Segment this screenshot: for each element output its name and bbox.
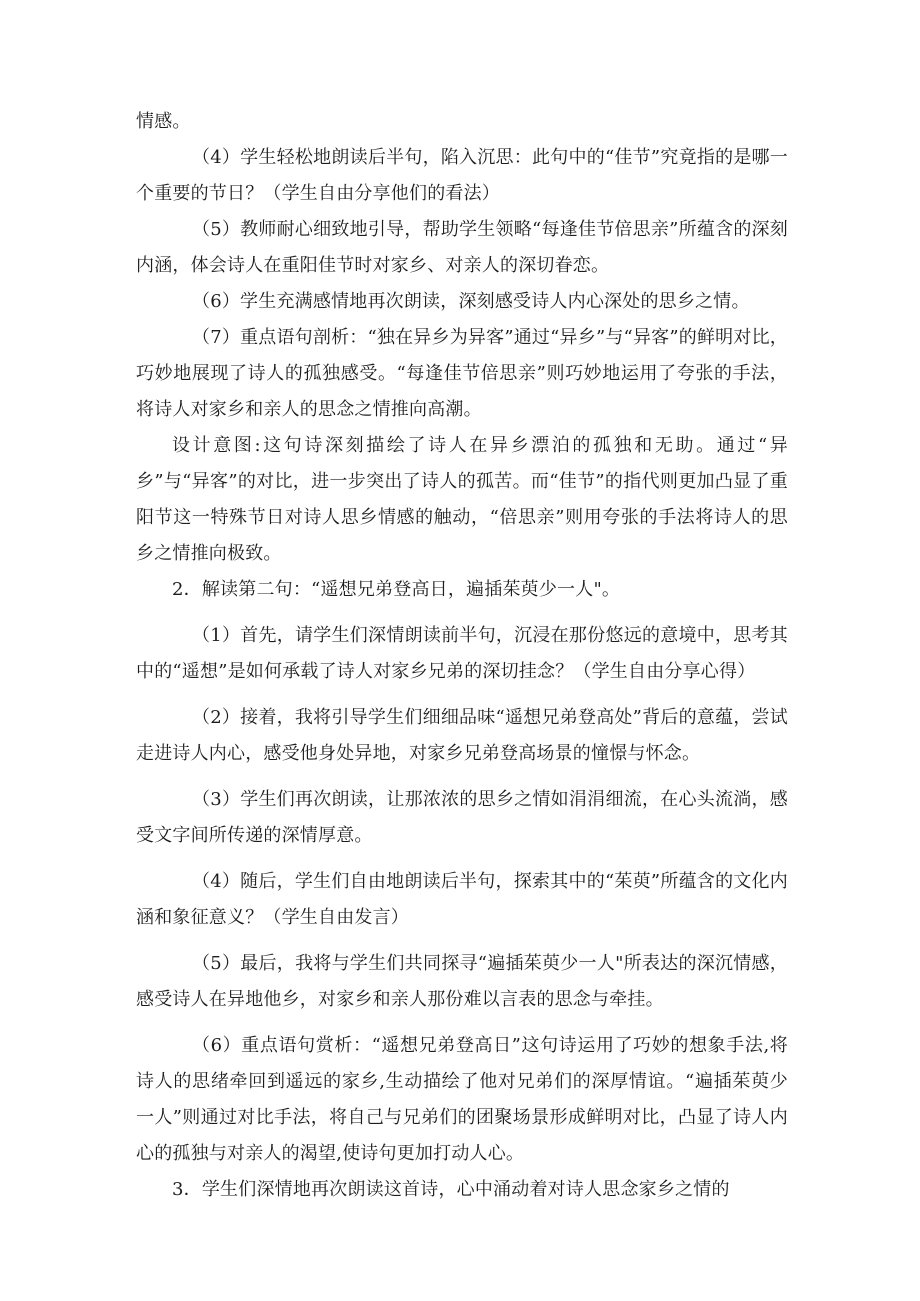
document-body	[136, 104, 788, 1208]
paragraph-design-intent: 设计意图:这句诗深刻描绘了诗人在异乡漂泊的孤独和无助。通过“异乡”与“异客”的对比，进一步突出了诗人的孤苦。而“佳节”的指代则更加凸显了重阳节这一特殊节日对诗人思乡情感的触动，“倍思亲”则用夸张的手法将诗人的思乡之情推向极致。	[136, 435, 788, 564]
paragraph-second-step-3: （3）学生们再次朗读，让那浓浓的思乡之情如涓涓细流，在心头流淌，感受文字间所传递的深情厚意。	[136, 789, 788, 846]
paragraph-second-step-1: （1）首先，请学生们深情朗读前半句，沉浸在那份悠远的意境中，思考其中的“遥想”是如何承载了诗人对家乡兄弟的深切挂念？（学生自由分享心得）	[136, 625, 788, 682]
paragraph-step-4: （4）学生轻松地朗读后半句，陷入沉思：此句中的“佳节”究竟指的是哪一个重要的节日？（学生自由分享他们的看法）	[136, 147, 788, 204]
paragraph-second-step-6: （6）重点语句赏析：“遥想兄弟登高日”这句诗运用了巧妙的想象手法,将诗人的思绪牵回到遥远的家乡,生动描绘了他对兄弟们的深厚情谊。“遍插茱萸少一人”则通过对比手法，将自己与兄弟们的团聚场景形成鲜明对比，凸显了诗人内心的孤独与对亲人的渴望,使诗句更加打动人心。	[136, 1035, 788, 1164]
paragraph-step-7: （7）重点语句剖析：“独在异乡为异客”通过“异乡”与“异客”的鲜明对比，巧妙地展现了诗人的孤独感受。“每逢佳节倍思亲”则巧妙地运用了夸张的手法，将诗人对家乡和亲人的思念之情推向高潮。	[136, 327, 788, 420]
section-heading-3: 3．学生们深情地再次朗读这首诗，心中涌动着对诗人思念家乡之情的	[172, 1179, 730, 1200]
paragraph-step-5: （5）教师耐心细致地引导，帮助学生领略“每逢佳节倍思亲”所蕴含的深刻内涵，体会诗人在重阳佳节时对家乡、对亲人的深切眷恋。	[136, 219, 788, 276]
paragraph-second-step-2: （2）接着，我将引导学生们细细品味“遥想兄弟登高处”背后的意蕴，尝试走进诗人内心，感受他身处异地，对家乡兄弟登高场景的憧憬与怀念。	[136, 707, 788, 764]
section-heading-2: 2．解读第二句：“遥想兄弟登高日，遍插茱萸少一人"。	[172, 579, 621, 600]
paragraph-step-6: （6）学生充满感情地再次朗读，深刻感受诗人内心深处的思乡之情。	[192, 291, 750, 312]
paragraph-second-step-4: （4）随后，学生们自由地朗读后半句，探索其中的“茱萸”所蕴含的文化内涵和象征意义？（学生自由发言）	[136, 871, 788, 928]
paragraph-continuation: 情感。	[136, 111, 191, 132]
paragraph-second-step-5: （5）最后，我将与学生们共同探寻“遍插茱萸少一人"所表达的深沉情感，感受诗人在异地他乡，对家乡和亲人那份难以言表的思念与牵挂。	[136, 953, 788, 1010]
